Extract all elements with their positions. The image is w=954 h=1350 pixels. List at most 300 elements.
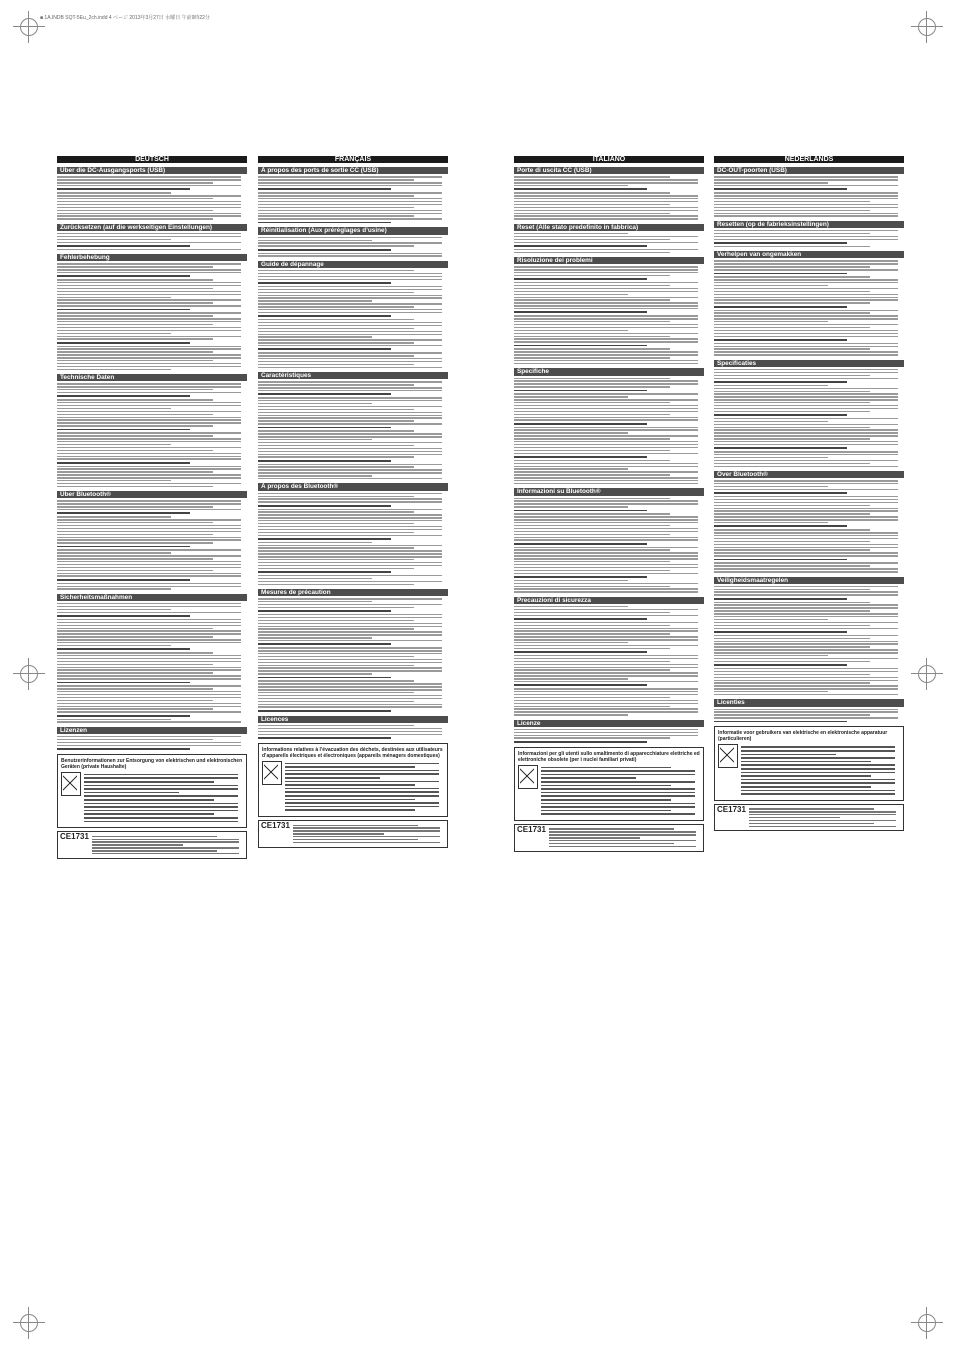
text-line xyxy=(57,549,241,550)
text-line xyxy=(514,500,698,501)
text-line xyxy=(514,429,698,430)
text-line xyxy=(57,525,241,526)
text-line xyxy=(57,603,241,604)
text-line xyxy=(514,324,698,325)
text-line xyxy=(514,580,628,581)
text-line xyxy=(258,393,391,395)
section-title: Zurücksetzen (auf die werkseitigen Einstellungen) xyxy=(57,224,247,231)
text-line xyxy=(514,351,698,352)
text-line xyxy=(57,215,241,216)
text-line xyxy=(285,791,439,793)
text-line xyxy=(714,607,898,608)
ce-mark-icon: CE1731 xyxy=(517,824,546,834)
text-line xyxy=(258,295,442,296)
text-line xyxy=(258,665,414,666)
text-line xyxy=(714,372,898,373)
text-line xyxy=(514,432,628,433)
text-line xyxy=(514,185,628,186)
text-line xyxy=(57,450,213,451)
text-line xyxy=(258,423,442,424)
text-line xyxy=(258,647,442,648)
text-line xyxy=(57,399,213,400)
text-line xyxy=(57,348,241,349)
text-line xyxy=(514,543,647,545)
text-line xyxy=(749,826,897,827)
disposal-info-box xyxy=(714,726,904,800)
text-line xyxy=(258,451,442,452)
text-line xyxy=(258,734,442,735)
text-line xyxy=(714,182,828,183)
text-line xyxy=(57,354,241,355)
text-line xyxy=(514,471,698,472)
text-line xyxy=(258,614,442,615)
text-line xyxy=(714,242,847,244)
disposal-info-box xyxy=(57,754,247,828)
text-line xyxy=(258,640,442,641)
text-line xyxy=(57,564,241,565)
text-line xyxy=(57,363,241,364)
text-line xyxy=(714,641,898,642)
text-line xyxy=(714,510,898,511)
text-line xyxy=(84,792,179,794)
text-line xyxy=(714,625,870,626)
text-line xyxy=(258,325,442,326)
text-line xyxy=(514,390,647,392)
text-line xyxy=(514,218,698,219)
text-line xyxy=(57,748,190,750)
text-line xyxy=(57,579,190,581)
text-line xyxy=(57,506,213,507)
text-line xyxy=(514,555,698,556)
text-line xyxy=(57,477,241,478)
text-line xyxy=(57,466,241,467)
text-line xyxy=(514,549,670,550)
ce-mark-icon: CE1731 xyxy=(261,821,290,831)
text-line xyxy=(258,249,391,251)
text-line xyxy=(514,537,698,538)
text-line xyxy=(57,645,171,646)
text-line xyxy=(714,185,898,186)
text-line xyxy=(57,182,213,183)
text-line xyxy=(57,664,213,665)
text-line xyxy=(714,714,870,715)
text-line xyxy=(541,770,695,772)
text-line xyxy=(714,664,847,666)
text-line xyxy=(258,336,372,337)
crop-mark-middle-left xyxy=(20,665,38,683)
text-line xyxy=(514,282,698,283)
text-line xyxy=(57,567,241,568)
text-line xyxy=(514,460,670,461)
text-line xyxy=(57,417,241,418)
text-line xyxy=(57,422,241,423)
text-line xyxy=(92,844,183,845)
text-line xyxy=(714,354,898,355)
text-line xyxy=(258,466,414,467)
text-line xyxy=(57,366,241,367)
text-line xyxy=(258,472,442,473)
text-line xyxy=(514,311,647,313)
text-line xyxy=(714,508,898,509)
section-body xyxy=(714,369,904,467)
text-line xyxy=(714,658,898,659)
text-line xyxy=(258,409,414,410)
text-line xyxy=(714,236,898,237)
text-line xyxy=(749,811,897,812)
text-line xyxy=(258,626,442,627)
text-line xyxy=(258,620,414,621)
text-line xyxy=(514,583,698,584)
text-line xyxy=(285,802,439,804)
text-line xyxy=(714,336,898,337)
text-line xyxy=(714,586,898,587)
text-line xyxy=(57,414,213,415)
text-line xyxy=(541,767,671,769)
text-line xyxy=(57,263,241,264)
text-line xyxy=(514,708,698,709)
text-line xyxy=(258,400,442,401)
text-line xyxy=(57,575,241,576)
text-line xyxy=(741,750,895,752)
text-line xyxy=(258,623,442,624)
text-line xyxy=(258,547,414,548)
text-line xyxy=(258,511,414,512)
text-line xyxy=(57,719,171,720)
text-line xyxy=(57,402,241,403)
text-line xyxy=(258,427,391,429)
text-line xyxy=(714,499,898,500)
text-line xyxy=(57,539,241,540)
crop-mark-bottom-right xyxy=(918,1314,936,1332)
text-line xyxy=(92,836,217,837)
text-line xyxy=(714,671,898,672)
text-line xyxy=(57,269,241,270)
text-line xyxy=(714,276,870,277)
text-line xyxy=(714,381,847,383)
text-line xyxy=(258,179,414,180)
text-line xyxy=(514,447,698,448)
text-line xyxy=(514,453,698,454)
section-title: Guide de dépannage xyxy=(258,261,448,268)
text-line xyxy=(57,435,213,436)
text-line xyxy=(514,522,698,523)
text-line xyxy=(549,828,674,829)
text-line xyxy=(714,385,828,386)
text-line xyxy=(714,635,898,636)
text-line xyxy=(514,318,698,319)
text-line xyxy=(258,213,442,214)
section-body xyxy=(714,176,904,216)
text-line xyxy=(714,571,898,572)
text-line xyxy=(514,308,698,309)
section-title: Über die DC-Ausgangsports (USB) xyxy=(57,167,247,174)
text-line xyxy=(514,477,698,478)
text-line xyxy=(57,486,213,487)
text-line xyxy=(258,728,442,729)
text-line xyxy=(714,622,898,623)
text-line xyxy=(57,462,190,464)
text-line xyxy=(514,528,698,529)
text-line xyxy=(514,642,628,643)
text-line xyxy=(57,411,241,412)
text-line xyxy=(714,378,898,379)
text-line xyxy=(57,192,171,193)
text-line xyxy=(258,584,414,585)
text-line xyxy=(57,249,241,250)
text-line xyxy=(514,338,698,339)
text-line xyxy=(514,681,698,682)
text-line xyxy=(258,529,442,530)
text-line xyxy=(714,427,870,428)
text-line xyxy=(714,302,870,303)
text-line xyxy=(57,745,241,746)
text-line xyxy=(549,834,697,835)
text-line xyxy=(714,239,898,240)
text-line xyxy=(514,741,647,743)
text-line xyxy=(57,648,190,650)
text-line xyxy=(57,522,213,523)
text-line xyxy=(285,781,439,783)
text-line xyxy=(258,289,442,290)
text-line xyxy=(57,395,190,397)
text-line xyxy=(258,222,391,224)
text-line xyxy=(258,475,372,476)
text-line xyxy=(714,297,898,298)
text-line xyxy=(514,383,698,384)
text-line xyxy=(293,842,441,843)
text-line xyxy=(714,525,847,527)
section-body xyxy=(57,263,247,370)
disposal-info-box xyxy=(258,743,448,817)
section-title: Informazioni su Bluetooth® xyxy=(514,488,704,495)
text-line xyxy=(57,480,171,481)
text-line xyxy=(258,692,414,693)
text-line xyxy=(84,817,238,819)
text-line xyxy=(514,606,628,607)
text-line xyxy=(258,384,414,385)
text-line xyxy=(285,788,439,790)
text-line xyxy=(258,673,372,674)
language-header: NEDERLANDS xyxy=(714,156,904,163)
text-line xyxy=(514,438,670,439)
text-line xyxy=(714,619,828,620)
text-line xyxy=(258,309,442,310)
text-line xyxy=(258,331,442,332)
text-line xyxy=(57,309,190,311)
text-line xyxy=(714,348,870,349)
section-body xyxy=(714,260,904,355)
text-line xyxy=(258,207,414,208)
text-line xyxy=(84,795,238,797)
text-line xyxy=(258,303,442,304)
text-line xyxy=(714,273,847,275)
text-line xyxy=(714,260,898,261)
text-line xyxy=(741,790,895,792)
text-line xyxy=(714,291,870,292)
text-line xyxy=(293,839,418,840)
text-line xyxy=(714,516,898,517)
text-line xyxy=(57,333,171,334)
text-line xyxy=(714,339,847,341)
text-line xyxy=(514,714,628,715)
text-line xyxy=(714,288,898,289)
text-line xyxy=(714,505,870,506)
section-body xyxy=(258,493,448,585)
text-line xyxy=(258,568,414,569)
text-line xyxy=(714,424,898,425)
text-line xyxy=(57,392,241,393)
text-line xyxy=(741,761,871,763)
text-line xyxy=(714,721,847,723)
section-body xyxy=(258,725,448,739)
text-line xyxy=(714,598,847,600)
text-line xyxy=(714,631,847,633)
section-title: Verhelpen van ongemakken xyxy=(714,251,904,258)
text-line xyxy=(514,266,698,267)
text-line xyxy=(57,282,241,283)
text-line xyxy=(258,464,442,465)
text-line xyxy=(258,367,442,368)
text-line xyxy=(258,286,442,287)
text-line xyxy=(258,601,372,602)
text-line xyxy=(57,715,190,717)
text-line xyxy=(749,814,897,815)
text-line xyxy=(57,405,241,406)
text-line xyxy=(541,774,695,776)
section-body xyxy=(514,606,704,716)
text-line xyxy=(714,559,847,561)
text-line xyxy=(57,299,241,300)
text-line xyxy=(57,685,241,686)
text-line xyxy=(714,492,847,494)
text-line xyxy=(258,339,442,340)
section-body xyxy=(258,598,448,711)
text-line xyxy=(714,343,898,344)
text-line xyxy=(749,823,874,824)
text-line xyxy=(514,456,647,458)
text-line xyxy=(258,542,372,543)
text-line xyxy=(57,703,241,704)
crop-mark-bottom-left xyxy=(20,1314,38,1332)
text-line xyxy=(84,781,214,783)
text-line xyxy=(714,496,898,497)
text-line xyxy=(714,269,898,270)
text-line xyxy=(57,471,213,472)
text-line xyxy=(258,334,442,335)
text-line xyxy=(514,272,698,273)
crossed-bin-icon xyxy=(262,761,282,785)
section-body xyxy=(714,586,904,696)
text-line xyxy=(714,388,898,389)
text-line xyxy=(258,297,442,298)
text-line xyxy=(57,667,241,668)
text-line xyxy=(714,294,898,295)
text-line xyxy=(514,561,670,562)
text-line xyxy=(258,607,414,608)
text-line xyxy=(285,809,415,811)
text-line xyxy=(714,460,898,461)
text-line xyxy=(258,292,414,293)
text-line xyxy=(258,198,442,199)
text-line xyxy=(514,285,670,286)
text-line xyxy=(514,179,698,180)
text-line xyxy=(541,799,671,801)
text-line xyxy=(514,378,670,379)
section-body xyxy=(514,233,704,253)
text-line xyxy=(714,346,898,347)
text-line xyxy=(549,846,697,847)
text-line xyxy=(258,559,414,560)
text-line xyxy=(258,706,442,707)
text-line xyxy=(541,803,695,805)
text-line xyxy=(514,531,698,532)
text-line xyxy=(258,556,442,557)
text-line xyxy=(258,215,414,216)
text-line xyxy=(57,441,241,442)
text-line xyxy=(514,503,698,504)
text-line xyxy=(285,784,415,786)
text-line xyxy=(285,799,415,801)
text-line xyxy=(258,493,442,494)
text-line xyxy=(57,682,190,684)
text-line xyxy=(514,669,670,670)
text-line xyxy=(258,731,442,732)
text-line xyxy=(514,294,628,295)
text-line xyxy=(57,408,171,409)
text-line xyxy=(514,315,698,316)
text-line xyxy=(514,655,698,656)
text-line xyxy=(258,397,442,398)
text-line xyxy=(714,210,870,211)
text-line xyxy=(714,279,898,280)
text-line xyxy=(714,529,870,530)
text-line xyxy=(57,201,241,202)
text-line xyxy=(714,649,898,650)
text-line xyxy=(714,405,898,406)
text-line xyxy=(258,662,442,663)
text-line xyxy=(57,512,190,514)
text-line xyxy=(258,565,442,566)
text-line xyxy=(714,613,898,614)
text-line xyxy=(57,669,241,670)
section-body xyxy=(258,237,448,257)
text-line xyxy=(514,513,670,514)
text-line xyxy=(741,793,895,795)
text-line xyxy=(749,820,897,821)
text-line xyxy=(57,531,241,532)
text-line xyxy=(714,230,898,231)
text-line xyxy=(514,414,670,415)
text-line xyxy=(714,318,898,319)
text-line xyxy=(714,213,898,214)
section-body xyxy=(57,603,247,723)
section-title: Licenties xyxy=(714,699,904,706)
text-line xyxy=(258,445,414,446)
text-line xyxy=(714,204,898,205)
text-line xyxy=(258,430,414,431)
text-line xyxy=(258,656,414,657)
text-line xyxy=(258,420,414,421)
text-line xyxy=(714,643,898,644)
section-title: Mesures de précaution xyxy=(258,589,448,596)
text-line xyxy=(714,502,898,503)
text-line xyxy=(258,581,442,582)
text-line xyxy=(258,270,414,271)
text-line xyxy=(514,269,698,270)
crop-mark-top-right xyxy=(918,18,936,36)
text-line xyxy=(514,399,698,400)
text-line xyxy=(714,447,847,449)
